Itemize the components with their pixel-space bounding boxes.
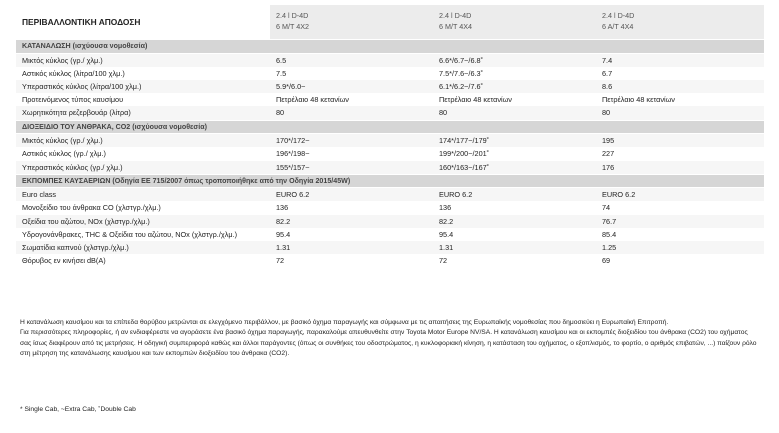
row-label: Χωρητικότητα ρεζερβουάρ (λίτρα) xyxy=(16,106,270,119)
section-header: ΔΙΟΞΕΙΔΙΟ ΤΟΥ ΑΝΘΡΑΚΑ, CO2 (ισχύουσα νομοθεσία) xyxy=(16,121,764,134)
table-row xyxy=(16,201,764,214)
row-value: 6.1*/6.2~/7.6˚ xyxy=(433,80,596,93)
row-value: 1.31 xyxy=(433,241,596,254)
table-row xyxy=(16,106,764,119)
column-transmission: 6 A/T 4X4 xyxy=(602,22,634,31)
row-value: 80 xyxy=(433,106,596,119)
table-header xyxy=(16,5,764,39)
row-label: Υπεραστικός κύκλος (λίτρα/100 χλμ.) xyxy=(16,80,270,93)
section-header: ΚΑΤΑΝΑΛΩΣΗ (ισχύουσα νομοθεσία) xyxy=(16,40,764,53)
row-value: 196*/198~ xyxy=(270,147,433,160)
row-value: 7.5*/7.6~/6.3˚ xyxy=(433,67,596,80)
row-value: EURO 6.2 xyxy=(596,188,764,201)
row-value: 176 xyxy=(596,161,764,174)
row-label: Προτεινόμενος τύπος καυσίμου xyxy=(16,93,270,106)
column-transmission: 6 M/T 4X2 xyxy=(276,22,310,31)
row-value: 199*/200~/201˚ xyxy=(433,147,596,160)
row-value: 95.4 xyxy=(433,228,596,241)
row-value: 160*/163~/167˚ xyxy=(433,161,596,174)
row-value: 76.7 xyxy=(596,215,764,228)
row-value: 6.5 xyxy=(270,54,433,67)
column-transmission: 6 M/T 4X4 xyxy=(439,22,473,31)
row-value: 80 xyxy=(596,106,764,119)
row-label: Σωματίδια καπνού (χλστγρ./χλμ.) xyxy=(16,241,270,254)
row-value: 136 xyxy=(433,201,596,214)
table-row xyxy=(16,54,764,67)
table-row xyxy=(16,228,764,241)
row-value: 170*/172~ xyxy=(270,134,433,147)
row-value: 82.2 xyxy=(270,215,433,228)
table-row xyxy=(16,147,764,160)
row-value: 72 xyxy=(270,254,433,267)
table-row xyxy=(16,67,764,80)
row-value: Πετρέλαιο 48 κετανίων xyxy=(596,93,764,106)
row-value: Πετρέλαιο 48 κετανίων xyxy=(433,93,596,106)
row-value: EURO 6.2 xyxy=(270,188,433,201)
notes xyxy=(20,318,760,360)
row-value: 8.6 xyxy=(596,80,764,93)
row-value: 6.6*/6.7~/6.8˚ xyxy=(433,54,596,67)
row-value: 155*/157~ xyxy=(270,161,433,174)
row-label: Υπεραστικός κύκλος (γρ./ χλμ.) xyxy=(16,161,270,174)
column-engine: 2.4 l D-4D xyxy=(602,11,635,20)
row-label: Θόρυβος εν κινήσει dB(A) xyxy=(16,254,270,267)
row-value: 5.9*/6.0~ xyxy=(270,80,433,93)
environment-table xyxy=(16,5,764,267)
row-label: Euro class xyxy=(16,188,270,201)
column-engine: 2.4 l D-4D xyxy=(439,11,472,20)
row-value: 174*/177~/179˚ xyxy=(433,134,596,147)
table-body xyxy=(16,40,764,267)
row-value: 1.25 xyxy=(596,241,764,254)
table-row xyxy=(16,254,764,267)
table-row xyxy=(16,80,764,93)
row-value: 195 xyxy=(596,134,764,147)
row-value: EURO 6.2 xyxy=(433,188,596,201)
table-row xyxy=(16,134,764,147)
row-value: 95.4 xyxy=(270,228,433,241)
table-title: ΠΕΡΙΒΑΛΛΟΝΤΙΚΗ ΑΠΟΔΟΣΗ xyxy=(16,5,270,39)
row-label: Οξείδια του αζώτου, NOx (χλστγρ./χλμ.) xyxy=(16,215,270,228)
section-header: ΕΚΠΟΜΠΕΣ ΚΑΥΣΑΕΡΙΩΝ (Οδηγία ΕΕ 715/2007 όπως τροποποιήθηκε από την Οδηγία 2015/45W) xyxy=(16,175,764,188)
row-value: 82.2 xyxy=(433,215,596,228)
row-value: 74 xyxy=(596,201,764,214)
column-header xyxy=(433,5,596,39)
row-value: 227 xyxy=(596,147,764,160)
row-label: Μικτός κύκλος (γρ./ χλμ.) xyxy=(16,54,270,67)
row-value: 136 xyxy=(270,201,433,214)
row-value: 1.31 xyxy=(270,241,433,254)
row-value: 85.4 xyxy=(596,228,764,241)
column-engine: 2.4 l D-4D xyxy=(276,11,309,20)
row-value: 69 xyxy=(596,254,764,267)
table-row xyxy=(16,161,764,174)
footnote: * Single Cab, ~Extra Cab, ˚Double Cab xyxy=(20,406,136,413)
row-value: 72 xyxy=(433,254,596,267)
row-value: 7.5 xyxy=(270,67,433,80)
row-value: Πετρέλαιο 48 κετανίων xyxy=(270,93,433,106)
note-paragraph: Η κατανάλωση καυσίμου και τα επίπεδα θορύβου μετρώνται σε ελεγχόμενο περιβάλλον, με βασικό όχημα παραγωγής και σύμφωνα με τις απαιτήσεις της Ευρωπαϊκής νομοθεσίας που δημοσιεύει η Ευρωπαϊκή Επιτροπή. xyxy=(20,319,669,326)
note-paragraph: Για περισσότερες πληροφορίες, ή αν ενδιαφέρεστε να αγοράσετε ένα βασικό όχημα παραγωγής, παρακαλούμε απευθυνθείτε στην Toyota Motor Europe NV/SA. Η κατανάλωση καυσίμου και οι εκπομπές διοξειδίου του άνθρακα (CO2) του οχήματος σας ίσως διαφέρουν από τις μετρήσεις. Η οδηγική συμπεριφορά καθώς και άλλοι παράγοντες (όπως οι συνθήκες του οδοστρώματος, η κυκλοφοριακή κίνηση, η κατάσταση του οχήματος, ο εξοπλισμός, το φορτίο, ο αριθμός επιβατών, ...) παίζουν ρόλο στη μέτρηση της κατανάλωσης καυσίμου και των εκπομπών διοξειδίου του άνθρακα (CO2). xyxy=(20,329,757,358)
row-label: Μονοξείδιο του άνθρακα CO (χλστγρ./χλμ.) xyxy=(16,201,270,214)
row-value: 7.4 xyxy=(596,54,764,67)
table-row xyxy=(16,188,764,201)
row-label: Αστικός κύκλος (λίτρα/100 χλμ.) xyxy=(16,67,270,80)
row-label: Μικτός κύκλος (γρ./ χλμ.) xyxy=(16,134,270,147)
table-row xyxy=(16,93,764,106)
row-value: 80 xyxy=(270,106,433,119)
row-label: Υδρογονάνθρακες, THC & Οξείδια του αζώτου, NOx (χλστγρ./χλμ.) xyxy=(16,228,270,241)
row-label: Αστικός κύκλος (γρ./ χλμ.) xyxy=(16,147,270,160)
column-header xyxy=(270,5,433,39)
row-value: 6.7 xyxy=(596,67,764,80)
table-row xyxy=(16,215,764,228)
column-header xyxy=(596,5,764,39)
table-row xyxy=(16,241,764,254)
